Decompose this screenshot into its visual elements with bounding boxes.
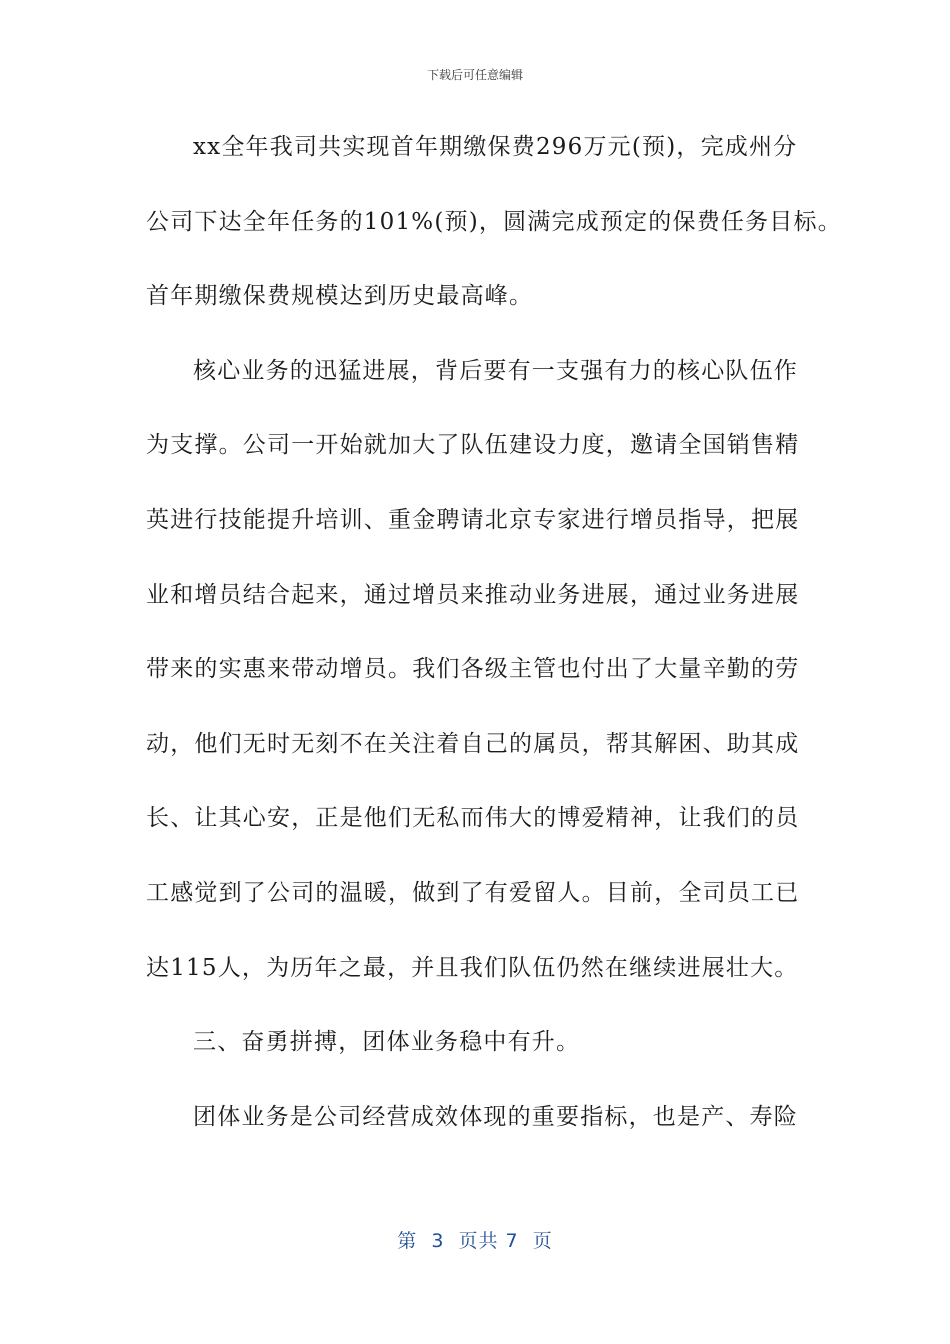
paragraph-line: 长、让其心安，正是他们无私而伟大的博爱精神，让我们的员 xyxy=(146,805,800,832)
document-body xyxy=(146,120,842,1164)
paragraph-line: 团体业务是公司经营成效体现的重要指标，也是产、寿险 xyxy=(193,1103,798,1130)
paragraph-line: 核心业务的迅猛进展，背后要有一支强有力的核心队伍作 xyxy=(193,357,798,384)
page-number-footer: 第 3 页共 7 页 xyxy=(397,1230,553,1252)
paragraph-line: 公司下达全年任务的101%(预)，圆满完成预定的保费任务目标。 xyxy=(146,208,842,235)
paragraph-line: 工感觉到了公司的温暖，做到了有爱留人。目前，全司员工已 xyxy=(146,879,800,906)
paragraph-line: 首年期缴保费规模达到历史最高峰。 xyxy=(146,283,534,310)
page-header-note: 下载后可任意编辑 xyxy=(426,68,523,82)
paragraph-line: 带来的实惠来带动增员。我们各级主管也付出了大量辛勤的劳 xyxy=(146,656,800,683)
paragraph-line: 业和增员结合起来，通过增员来推动业务进展，通过业务进展 xyxy=(146,581,800,608)
paragraph-line: 为支撑。公司一开始就加大了队伍建设力度，邀请全国销售精 xyxy=(146,432,800,459)
section-heading: 三、奋勇拼搏，团体业务稳中有升。 xyxy=(193,1029,581,1056)
paragraph-line: 动，他们无时无刻不在关注着自己的属员，帮其解困、助其成 xyxy=(146,730,800,757)
paragraph-line: 达115人，为历年之最，并且我们队伍仍然在继续进展壮大。 xyxy=(146,954,799,981)
paragraph-line: xx全年我司共实现首年期缴保费296万元(预)，完成州分 xyxy=(193,134,798,160)
paragraph-line: 英进行技能提升培训、重金聘请北京专家进行增员指导，把展 xyxy=(146,506,800,533)
